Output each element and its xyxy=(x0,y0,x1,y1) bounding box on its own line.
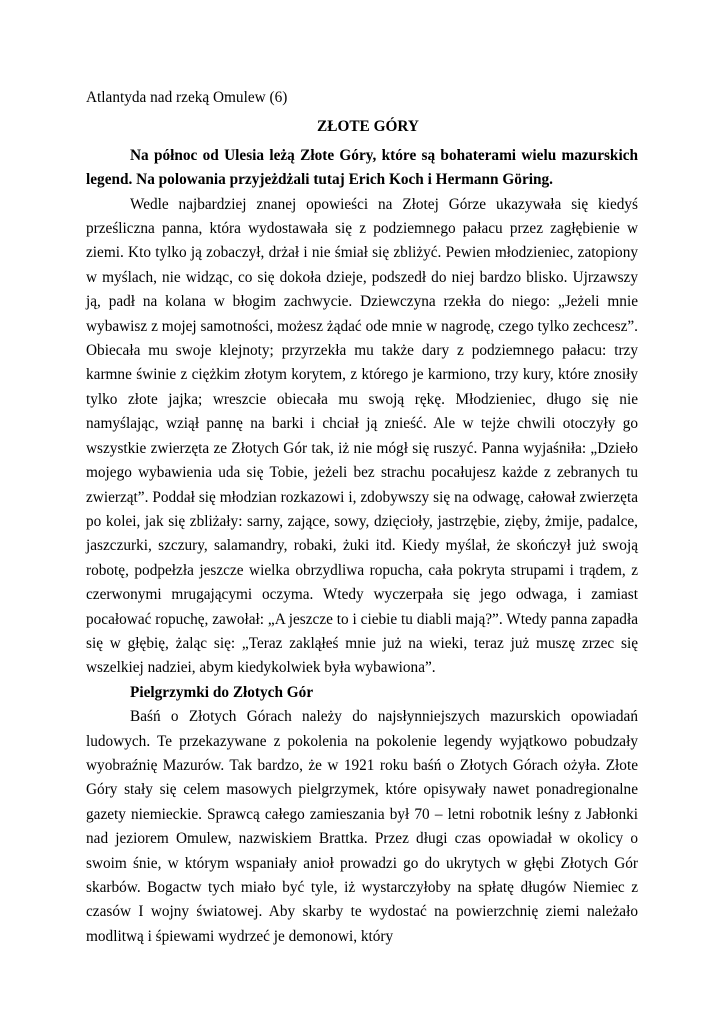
article-title: ZŁOTE GÓRY xyxy=(317,118,419,136)
section-subheading: Pielgrzymki do Złotych Gór xyxy=(130,683,314,701)
series-title: Atlantyda nad rzeką Omulew (6) xyxy=(86,89,288,106)
lead-paragraph: Na północ od Ulesia leżą Złote Góry, które są bohaterami wielu mazurskich legend. Na polowania przyjeżdżali tutaj Erich Koch i Hermann Göring. xyxy=(86,146,638,189)
document-body xyxy=(86,86,638,949)
pilgrimage-paragraph: Baśń o Złotych Górach należy do najsłynniejszych mazurskich opowiadań ludowych. Te przekazywane z pokolenia na pokolenie legendy wyjątkowo pobudzały wyobraźnię Mazurów. Tak bardzo, że w 1921 roku baśń o Złotych Górach ożyła. Złote Góry stały się celem masowych pielgrzymek, które opisywały nawet ponadregionalne gazety niemieckie. Sprawcą całego zamieszania był 70 – letni robotnik leśny z Jabłonki nad jeziorem Omulew, nazwiskiem Brattka. Przez długi czas opowiadał w okolicy o swoim śnie, w którym wspaniały anioł prowadzi go do ukrytych w głębi Złotych Gór skarbów. Bogactw tych miało być tyle, iż wystarczyłoby na spłatę długów Niemiec z czasów I wojny światowej. Aby skarby te wydostać na powierzchnię ziemi należało modlitwą i śpiewami wydrzeć je demonowi, który xyxy=(86,708,638,945)
legend-paragraph: Wedle najbardziej znanej opowieści na Złotej Górze ukazywała się kiedyś prześliczna panna, która wydostawała się z podziemnego pałacu przez zagłębienie w ziemi. Kto tylko ją zobaczył, drżał i nie śmiał się zbliżyć. Pewien młodzieniec, zatopiony w myślach, nie widząc, co się dokoła dzieje, podszedł do niej bardzo blisko. Ujrzawszy ją, padł na kolana w błogim zachwycie. Dziewczyna rzekła do niego: „Jeżeli mnie wybawisz z mojej samotności, możesz żądać ode mnie w nagrodę, czego tylko zechcesz”. Obiecała mu swoje klejnoty; przyrzekła mu także dary z podziemnego pałacu: trzy karmne świnie z ciężkim złotym korytem, z którego je karmiono, trzy kury, które znosiły tylko złote jajka; wreszcie obiecała mu swoją rękę. Młodzieniec, długo się nie namyślając, wziął pannę na barki i chciał ją znieść. Ale w tejże chwili otoczyły go wszystkie zwierzęta ze Złotych Gór tak, iż nie mógł się ruszyć. Panna wyjaśniła: „Dzieło mojego wybawienia uda się Tobie, jeżeli bez strachu pocałujesz każde z zebranych tu zwierząt”. Poddał się młodzian rozkazowi i, zdobywszy się na odwagę, całował zwierzęta po kolei, jak się zbliżały: sarny, zające, sowy, dzięcioły, jastrzębie, zięby, żmije, padalce, jaszczurki, szczury, salamandry, robaki, żuki itd. Kiedy myślał, że skończył już swoją robotę, podpełzła jeszcze wielka obrzydliwa ropucha, cała pokryta strupami i trądem, z czerwonymi mrugającymi oczyma. Wtedy wyczerpała się jego odwaga, i zamiast pocałować ropuchę, zawołał: „A jeszcze to i ciebie tu diabli mają?”. Wtedy panna zapadła się w głębię, żaląc się: „Teraz zakląłeś mnie już na wieki, teraz już muszę zrzec się wszelkiej nadziei, abym kiedykolwiek była wybawiona”. xyxy=(86,195,638,677)
